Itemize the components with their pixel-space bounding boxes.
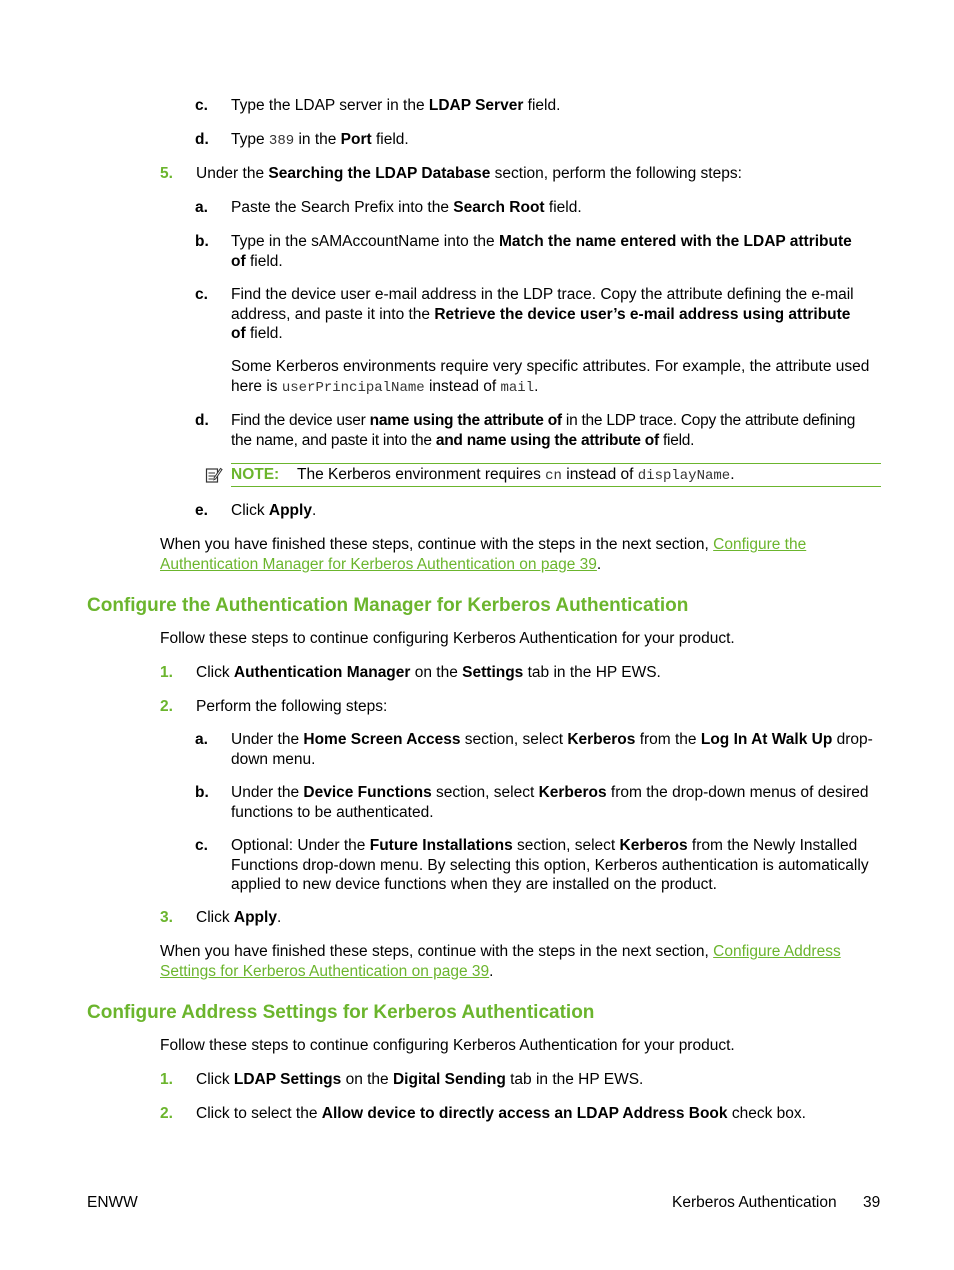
step-5b-label: b. [195,233,209,250]
step-5a-label: a. [195,199,208,216]
footer-page-number: 39 [863,1194,881,1211]
step-5c-extra: Some Kerberos environments require very specific attributes. For example, the attribute used here is userPrincipalName instead of mail. [231,358,870,396]
s2-step-2-number: 2. [160,1105,173,1122]
s1-step-2a-text: Under the Home Screen Access section, select Kerberos from the Log In At Walk Up drop- down menu. [231,731,873,768]
note-box [231,463,881,487]
step-5e-text: Click Apply. [231,502,317,519]
link-configure-auth-manager-1[interactable]: Configure the [713,536,807,553]
step-c-text: Type the LDAP server in the LDAP Server field. [231,97,561,114]
link-configure-address-1[interactable]: Configure Address [713,943,841,960]
step-d-label: d. [195,131,209,148]
continue-paragraph-2: When you have finished these steps, continue with the steps in the next section, Configure Address Settings for Kerberos Authentication on page 39. [160,943,841,980]
s1-step-2-number: 2. [160,698,173,715]
s1-step-2-text: Perform the following steps: [196,698,388,715]
link-configure-auth-manager-2[interactable]: Authentication Manager for Kerberos Authentication on page 39 [160,555,597,573]
step-5b-text: Type in the sAMAccountName into the Match the name entered with the LDAP attribute of field. [231,233,852,270]
step-5c-text: Find the device user e-mail address in the LDP trace. Copy the attribute defining the e-mail address, and paste it into the Retrieve the device user’s e-mail address using attribute of field. [231,286,854,342]
step-5a-text: Paste the Search Prefix into the Search Root field. [231,199,582,216]
step-5c-label: c. [195,286,208,303]
s1-step-2c-text: Optional: Under the Future Installations section, select Kerberos from the Newly Installed Functions drop-down menu. By selecting this option, Kerberos authentication is automatically applied to new device functions when they are installed on the product. [231,837,869,893]
s2-step-1-number: 1. [160,1071,173,1088]
step-5d-label: d. [195,412,209,429]
step-5d-text: Find the device user name using the attribute of in the LDP trace. Copy the attribute defining the name, and paste it into the and name using the attribute of field. [231,412,856,449]
step-5-text: Under the Searching the LDAP Database section, perform the following steps: [196,165,742,182]
s2-step-1-text: Click LDAP Settings on the Digital Sending tab in the HP EWS. [196,1071,644,1088]
footer-section-title: Kerberos Authentication [672,1194,837,1211]
note-label: NOTE: [231,466,280,483]
s1-step-2b-text: Under the Device Functions section, select Kerberos from the drop-down menus of desired functions to be authenticated. [231,784,869,821]
step-c-label: c. [195,97,208,114]
section-heading-address-settings: Configure Address Settings for Kerberos Authentication [87,1002,595,1023]
footer-left: ENWW [87,1194,138,1211]
s1-step-1-number: 1. [160,664,173,681]
note-icon [205,466,223,484]
step-5-number: 5. [160,165,173,182]
section2-intro: Follow these steps to continue configuring Kerberos Authentication for your product. [160,1037,735,1054]
s1-step-1-text: Click Authentication Manager on the Settings tab in the HP EWS. [196,664,661,681]
s1-step-2a-label: a. [195,731,208,748]
s1-step-3-text: Click Apply. [196,909,282,926]
step-d-text: Type 389 in the Port field. [231,131,409,149]
note-text: The Kerberos environment requires cn instead of displayName. [297,466,735,484]
s1-step-3-number: 3. [160,909,173,926]
link-configure-address-2[interactable]: Settings for Kerberos Authentication on page 39 [160,962,490,980]
section-heading-auth-manager: Configure the Authentication Manager for Kerberos Authentication [87,595,689,616]
s1-step-2c-label: c. [195,837,208,854]
step-5e-label: e. [195,502,208,519]
section1-intro: Follow these steps to continue configuring Kerberos Authentication for your product. [160,630,735,647]
continue-paragraph-1: When you have finished these steps, continue with the steps in the next section, Configure the Authentication Manager for Kerberos Authentication on page 39. [160,536,807,573]
s2-step-2-text: Click to select the Allow device to directly access an LDAP Address Book check box. [196,1105,806,1122]
s1-step-2b-label: b. [195,784,209,801]
